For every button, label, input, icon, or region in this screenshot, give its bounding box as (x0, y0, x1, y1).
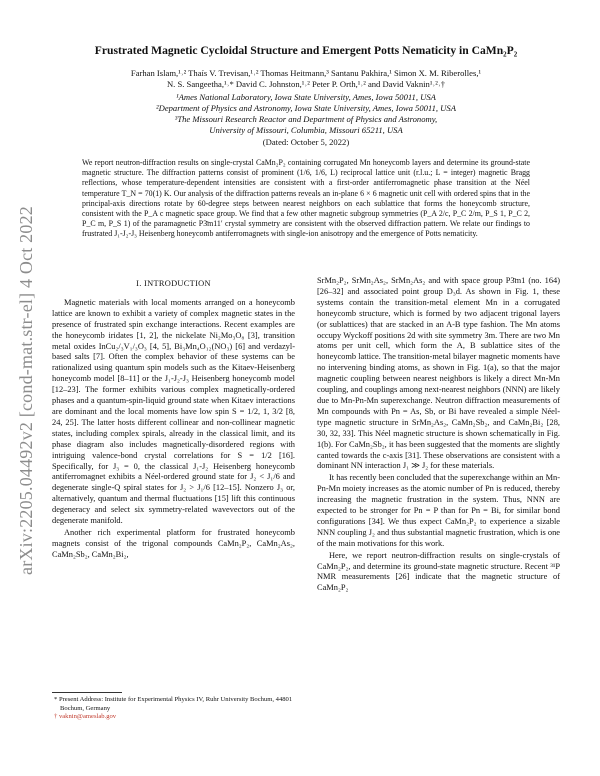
body-paragraph: Another rich experimental platform for frustrated honeycomb magnets consist of the trigonal compounds CaMn₂P₂, CaMn₂As₂, CaMn₂Sb₂, CaMn₂Bi₂, (52, 527, 295, 559)
body-columns (52, 276, 560, 594)
body-paragraph: Magnetic materials with local moments arranged on a honeycomb lattice are known to exhibit a variety of complex magnetic states in the presence of frustrated spin exchange interactions. Recent examples are the honeycomb iridates [1, 2], the nickelate Ni₂Mo₃O₈ [3], transition metal oxides InCu₂/₃V₁/₃O₃ [4, 5], Bi₃Mn₄O₁₂(NO₃) [6] and verdazyl-based salts [7]. Often the complex behavior of these systems can be rationalized using quantum spin models such as the Kitaev-Heisenberg honeycomb model [8–11] or the J₁-J₂-J₃ Heisenberg honeycomb model [12–23]. The former exhibits various complex magnetically-ordered phases and a quantum-spin-liquid ground state when Kitaev interactions are dominant and the local moments have low spin S = 1/2, 1, 3/2 [8, 24, 25]. The latter hosts different collinear and non-collinear magnetic states, including complex spirals, already in the classical limit, and its phase diagram also includes magnetically-disordered regions with intriguing valence-bond crystal correlations for S = 1/2 [16]. Specifically, for J₃ = 0, the classical J₁-J₂ Heisenberg honeycomb antiferromagnet exhibits a Néel-ordered ground state for J₂ < J₁/6 and degenerate single-Q spiral states for J₂ > J₁/6 [12–15]. Nonzero J₃ or, alternatively, quantum and thermal fluctuations [15] lift this continuous degeneracy and select six symmetry-related wavevectors out of the degenerate manifold. (52, 297, 295, 526)
abstract: We report neutron-diffraction results on single-crystal CaMn₂P₂ containing corrugated Mn honeycomb layers and determine its ground-state magnetic structure. The diffraction patterns consist of prominent (1/6, 1/6, L) reciprocal lattice unit (r.l.u.; L = integer) magnetic Bragg reflections, whose temperature-dependent intensities are consistent with a first-order antiferromagnetic phase transition at the Néel temperature T_N = 70(1) K. Our analysis of the diffraction patterns reveals an in-plane 6 × 6 magnetic unit cell with ordered spins that in the principal-axis directions rotate by 60-degree steps between nearest neighbors on each sublattice that forms the honeycomb structure, consistent with the P_A c magnetic space group. We find that a few other magnetic subgroup symmetries (P_A 2/c, P_C 2/m, P_S 1, P_C 2, P_C m, P_S 1) of the paramagnetic P3̄m11′ crystal symmetry are consistent with the observed diffraction pattern. We relate our findings to frustrated J₁-J₂-J₃ Heisenberg honeycomb antiferromagnets with single-ion anisotropy and the emergence of Potts nematicity. (82, 158, 530, 239)
right-column (317, 276, 560, 594)
footnotes (52, 692, 295, 722)
footnote-address: * Present Address: Institute for Experimental Physics IV, Ruhr University Bochum, 44801 Bochum, Germany (54, 696, 293, 712)
affiliation-line: ³The Missouri Research Reactor and Department of Physics and Astronomy, (174, 114, 438, 124)
body-paragraph: It has recently been concluded that the superexchange within an Mn-Pn-Mn moiety increases as the atomic number of Pn is reduced, thereby increasing the magnetic frustration in the system. Thus, NNN are expected to be stronger for Pn = P than for Pn = Bi, for similar bond configurations [34]. We thus expect CaMn₂P₂ to experience a sizable NNN coupling J₂ and thus substantial magnetic frustration, which is one of the main motivations for this work. (317, 473, 560, 548)
body-paragraph: SrMn₂P₂, SrMn₂As₂, SrMn₂As₂ and with space group P3̄m1 (no. 164) [26–32] and associated point group D₃d. As shown in Fig. 1, these systems contain the transition-metal element Mn in a corrugated honeycomb structure, which is formed by two adjacent trigonal layers (or sublattices) that are stacked in an A-B type fashion. The Mn atoms occupy Wyckoff positions 2d with site symmetry 3m. There are two Mn atoms per unit cell, which form the A, B sublattice sites of the honeycomb lattice. The transition-metal bilayer magnetic moments have no intervening binding atoms, as shown in Fig. 1(a), so that the major magnetic coupling between nearest neighbors is likely a direct Mn-Mn coupling, and couplings among next-nearest neighbors (NNN) are likely due to Mn-Pn-Mn superexchange. Neutron diffraction measurements of Mn compounds with Pn = As, Sb, or Bi have revealed a simple Néel-type magnetic structure in SrMn₂As₂, CaMn₂Sb₂, and CaMn₂Bi₂ [28, 30, 32, 33]. This Néel magnetic structure is shown schematically in Fig. 1(b). For CaMn₂Sb₂, it has been suggested that the moments are slightly canted towards the c-axis [31]. These observations are consistent with a dominant NN interaction J₁ ≫ J₂ for these materials. (317, 276, 560, 471)
footnote-email-link[interactable]: † vaknin@ameslab.gov (54, 713, 117, 721)
left-column (52, 276, 295, 594)
affiliation-line: ²Department of Physics and Astronomy, Iowa State University, Ames, Iowa 50011, USA (156, 103, 456, 113)
paper-page (52, 44, 560, 721)
author-line: Farhan Islam,¹˒² Thaís V. Trevisan,¹˒² Thomas Heitmann,³ Santanu Pakhira,¹ Simon X. M. Riberolles,¹ (130, 68, 482, 78)
affiliation-line: University of Missouri, Columbia, Missouri 65211, USA (209, 125, 403, 135)
affiliation-list (52, 92, 560, 136)
footnote-rule (52, 692, 122, 693)
author-line: N. S. Sangeetha,¹˒* David C. Johnston,¹˒² Peter P. Orth,¹˒² and David Vaknin¹˒²˒† (166, 79, 446, 89)
body-paragraph: Here, we report neutron-diffraction results on single-crystals of CaMn₂P₂, and determine its ground-state magnetic structure. Recent ³¹P NMR measurements [26] indicate that the magnetic structure of CaMn₂P₂ (317, 550, 560, 593)
author-list (52, 68, 560, 90)
dated-line: (Dated: October 5, 2022) (262, 137, 350, 147)
arxiv-identifier-text: arXiv:2205.04492v2 [cond-mat.str-el] 4 Oct 2022 (15, 205, 36, 575)
section-heading: I. INTRODUCTION (136, 279, 211, 288)
arxiv-identifier (10, 160, 42, 620)
paper-title: Frustrated Magnetic Cycloidal Structure and Emergent Potts Nematicity in CaMn₂P₂ (94, 44, 518, 57)
affiliation-line: ¹Ames National Laboratory, Iowa State University, Ames, Iowa 50011, USA (176, 92, 436, 102)
